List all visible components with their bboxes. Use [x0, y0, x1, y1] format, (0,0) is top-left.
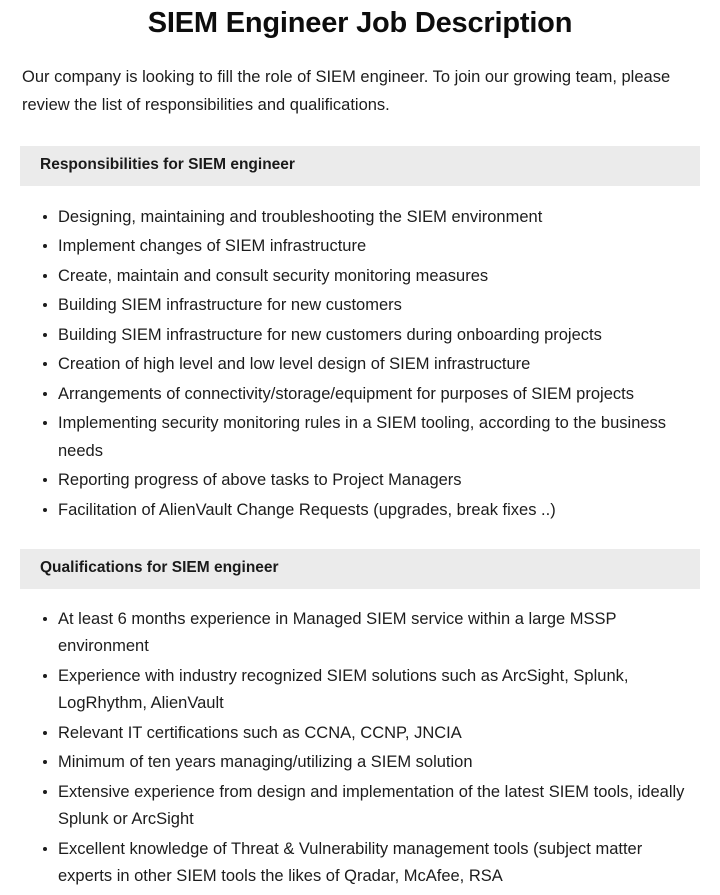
list-item: Relevant IT certifications such as CCNA, CCNP, JNCIA [20, 720, 700, 748]
list-item: Extensive experience from design and implementation of the latest SIEM tools, ideally Splunk or ArcSight [20, 779, 700, 834]
list-item: Implement changes of SIEM infrastructure [20, 233, 700, 261]
list-item: At least 6 months experience in Managed SIEM service within a large MSSP environment [20, 606, 700, 661]
intro-paragraph: Our company is looking to fill the role of SIEM engineer. To join our growing team, please review the list of responsibilities and qualifications. [22, 67, 671, 115]
list-item: Implementing security monitoring rules in a SIEM tooling, according to the business needs [20, 410, 700, 465]
list-item: Experience with industry recognized SIEM solutions such as ArcSight, Splunk, LogRhythm, AlienVault [20, 663, 700, 718]
qualifications-section-header [20, 549, 700, 589]
responsibilities-section-header [20, 146, 700, 186]
list-item: Building SIEM infrastructure for new customers during onboarding projects [20, 322, 700, 350]
responsibilities-section [0, 146, 720, 525]
list-item: Creation of high level and low level design of SIEM infrastructure [20, 351, 700, 379]
list-item: Designing, maintaining and troubleshooting the SIEM environment [20, 204, 700, 232]
list-item: Reporting progress of above tasks to Project Managers [20, 467, 700, 495]
qualifications-heading: Qualifications for SIEM engineer [40, 559, 279, 577]
responsibilities-heading: Responsibilities for SIEM engineer [40, 156, 295, 174]
list-item: Building SIEM infrastructure for new customers [20, 292, 700, 320]
list-item: Facilitation of AlienVault Change Requests (upgrades, break fixes ..) [20, 497, 700, 525]
page-title: SIEM Engineer Job Description [147, 7, 573, 39]
list-item: Arrangements of connectivity/storage/equipment for purposes of SIEM projects [20, 381, 700, 409]
list-item: Excellent knowledge of Threat & Vulnerability management tools (subject matter experts in other SIEM tools the likes of Qradar, McAfee, RSA [20, 836, 700, 891]
qualifications-list [0, 589, 720, 891]
responsibilities-list [0, 186, 720, 525]
list-item: Create, maintain and consult security monitoring measures [20, 263, 700, 291]
qualifications-section [0, 549, 720, 891]
list-item: Minimum of ten years managing/utilizing a SIEM solution [20, 749, 700, 777]
